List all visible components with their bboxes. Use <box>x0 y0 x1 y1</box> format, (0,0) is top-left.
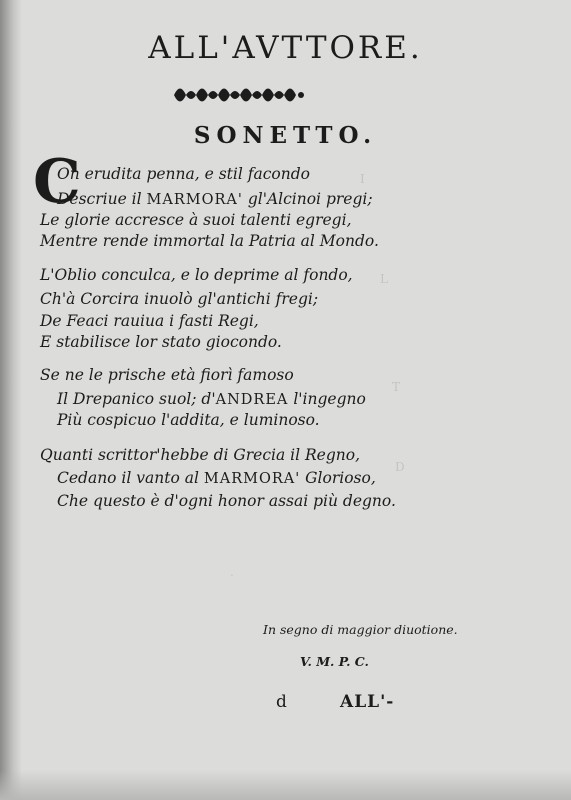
poem-line: Mentre rende immortal la Patria al Mondo. <box>40 232 379 250</box>
poem-line-text: ANDREA <box>215 392 289 408</box>
show-through-mark: D <box>395 460 405 474</box>
ornament-fleuron-icon <box>172 80 306 110</box>
poem-title: SONETTO. <box>193 122 378 149</box>
poem-line: De Feaci rauiua i fasti Regi, <box>40 312 259 330</box>
poem-line-text: Descriue il <box>57 190 147 208</box>
author-initials: V. M. P. C. <box>300 654 369 669</box>
poem-line: On erudita penna, e stil facondo <box>57 165 310 183</box>
poem-line: Ch'à Corcira inuolò gl'antichi fregi; <box>40 290 319 308</box>
page-gutter-shadow <box>0 0 22 800</box>
poem-line-text: Cedano il vanto al <box>57 469 204 487</box>
page-bottom-shadow <box>0 770 571 800</box>
poem-line: L'Oblio conculca, e lo deprime al fondo, <box>40 266 353 284</box>
poem-line <box>57 189 373 210</box>
poem-line: Che questo è d'ogni honor assai più degno. <box>57 492 396 510</box>
page-heading: ALL'AVTTORE. <box>148 30 423 66</box>
poem-line: E stabilisce lor stato giocondo. <box>40 333 282 351</box>
show-through-mark: . <box>230 565 234 579</box>
poem-line: Se ne le prische età fiorì famoso <box>40 366 294 384</box>
show-through-mark: I <box>360 172 365 186</box>
signature-mark: d <box>276 692 287 712</box>
poem-line: Quanti scrittor'hebbe di Grecia il Regno, <box>40 446 361 464</box>
poem-line-text: Glorioso, <box>300 469 376 487</box>
poem-line <box>57 468 376 489</box>
poem-line <box>57 389 366 410</box>
poem-line-text: Il Drepanico suol; d' <box>57 390 216 408</box>
show-through-mark: T <box>392 380 401 394</box>
poem-line-text: l'ingegno <box>288 390 366 408</box>
poem-line-text: gl'Alcinoi pregi; <box>242 190 373 208</box>
catchword: ALL'- <box>340 692 395 712</box>
poem-line: Più cospicuo l'addita, e luminoso. <box>57 411 320 429</box>
closing-dedication: In segno di maggior diuotione. <box>263 622 458 637</box>
poem-line-text: MARMORA' <box>203 471 301 487</box>
drop-capital: C <box>33 147 81 217</box>
show-through-mark: L <box>380 272 388 286</box>
poem-line: Le glorie accresce à suoi talenti egregi, <box>40 211 352 229</box>
poem-line-text: MARMORA' <box>146 192 243 208</box>
